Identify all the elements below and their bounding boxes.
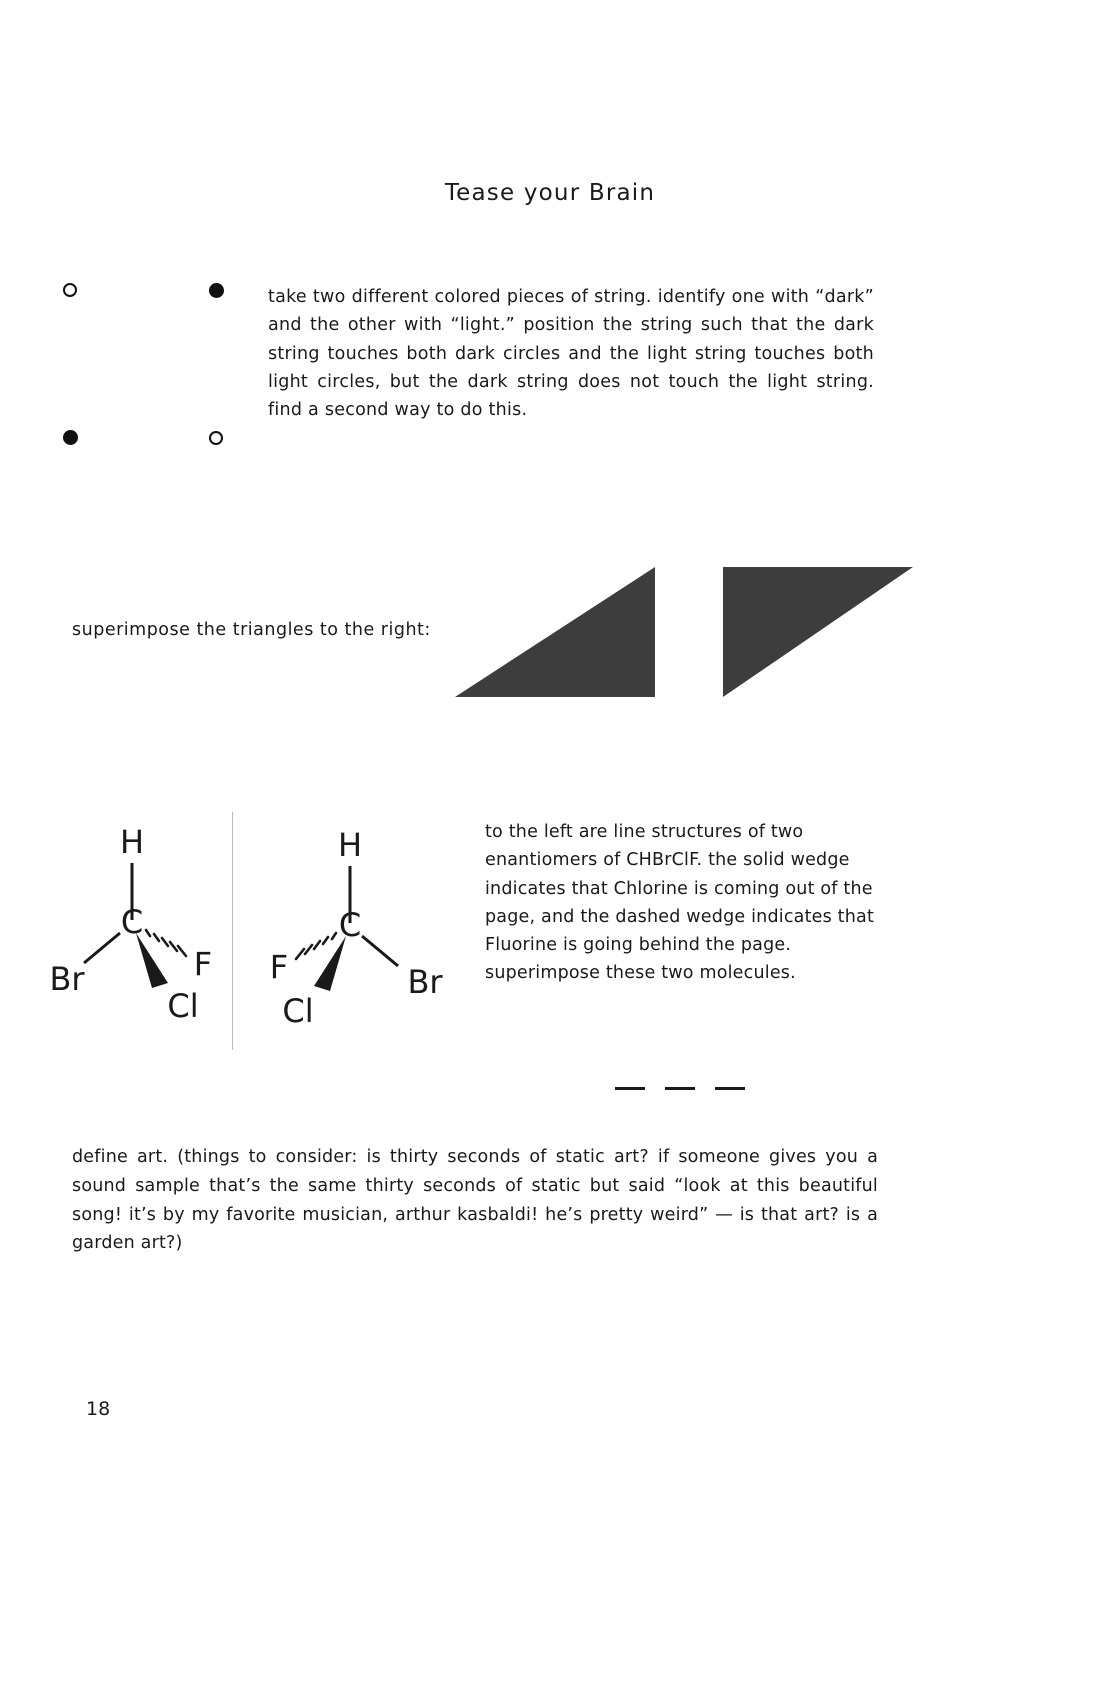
triangle-left-shape	[455, 567, 655, 697]
puzzle-circle-dark-top-right	[209, 283, 224, 298]
triangle-right-shape	[723, 567, 913, 697]
dash-separator	[615, 1087, 745, 1090]
svg-text:C: C	[338, 906, 362, 944]
svg-text:C: C	[120, 903, 144, 941]
svg-text:F: F	[269, 948, 289, 986]
page-title: Tease your Brain	[444, 180, 656, 206]
dash-1	[615, 1087, 645, 1090]
puzzle-circle-dark-bottom-left	[63, 430, 78, 445]
triangle-puzzle-label: superimpose the triangles to the right:	[72, 620, 431, 640]
puzzle-circle-light-top-left	[63, 283, 77, 297]
dash-2	[665, 1087, 695, 1090]
string-puzzle-text: take two different colored pieces of string. identify one with “dark” and the other with “light.” position the string such that the dark string touches both dark circles and the light string touches both light circles, but the dark string does not touch the light string. find a second way to do this.	[268, 287, 874, 421]
svg-text:Br: Br	[49, 960, 85, 998]
page-number: 18	[86, 1398, 111, 1420]
svg-text:H: H	[119, 823, 145, 861]
svg-text:F: F	[193, 945, 213, 983]
art-prompt-text: define art. (things to consider: is thirty seconds of static art? if someone gives you a sound sample that’s the same thirty seconds of static but said “look at this beautiful song! it’s by my favorite musician, arthur kasbaldi! he’s pretty weird” — is that art? is a garden art?)	[72, 1147, 878, 1254]
svg-text:Br: Br	[407, 963, 443, 1001]
dash-3	[715, 1087, 745, 1090]
svg-text:Cl: Cl	[167, 987, 199, 1025]
molecule-puzzle-text: to the left are line structures of two enantiomers of CHBrClF. the solid wedge indicates that Chlorine is coming out of the page, and the dashed wedge indicates that Fluorine is going behind the page. superimpose these two molecules.	[485, 822, 875, 984]
svg-text:Cl: Cl	[282, 992, 314, 1030]
molecule-diagram	[40, 800, 470, 1060]
puzzle-circle-light-bottom-right	[209, 431, 223, 445]
svg-text:H: H	[337, 826, 363, 864]
